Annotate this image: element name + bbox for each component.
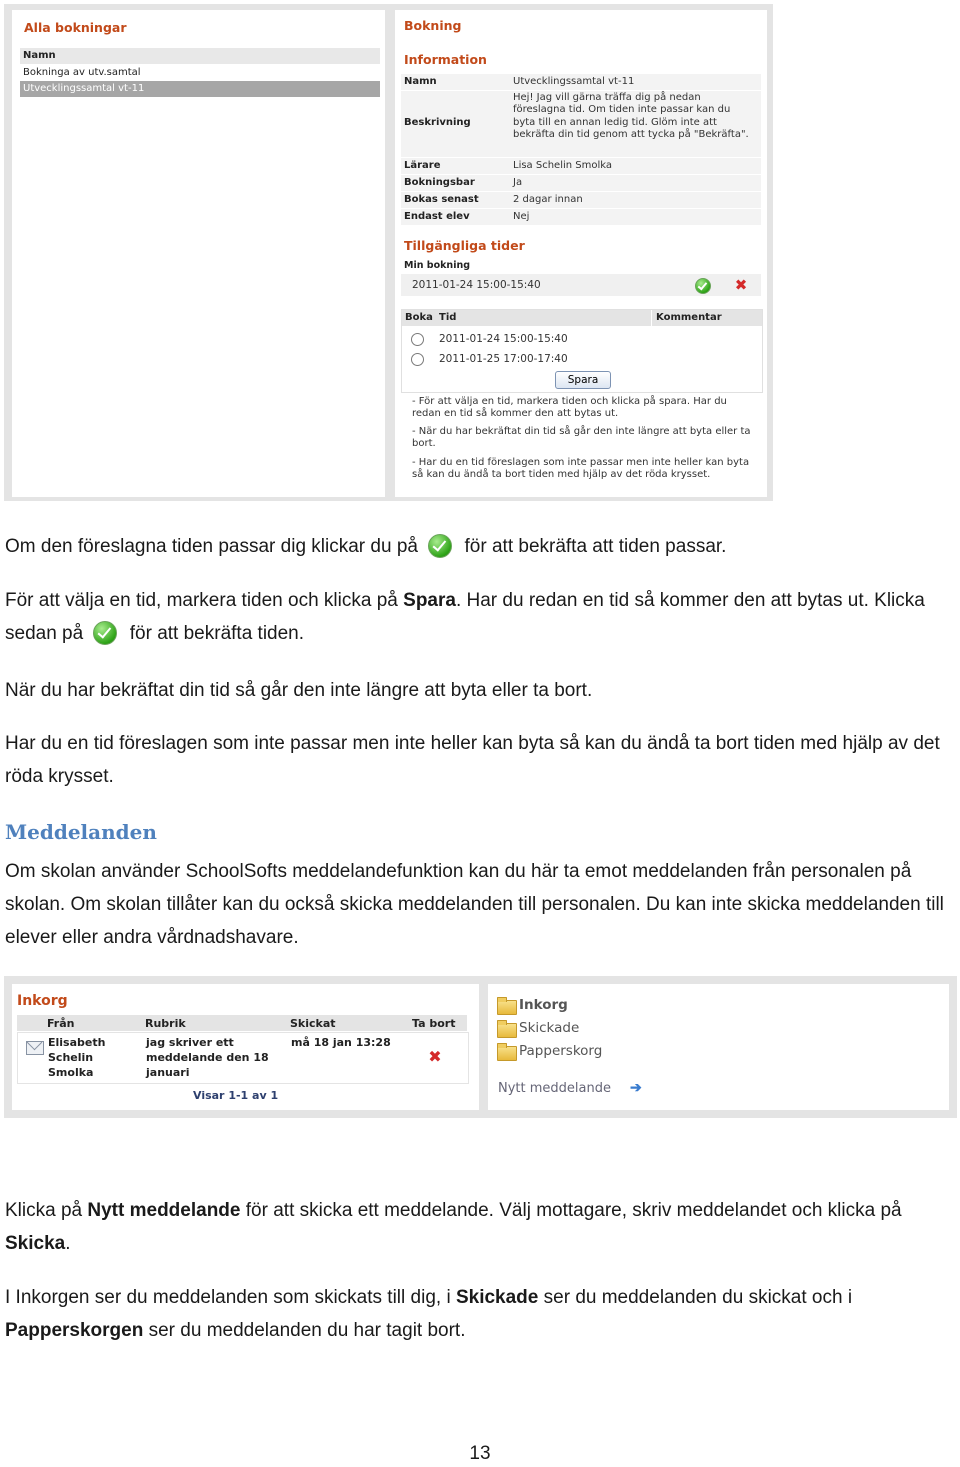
sent-column-header: Skickat bbox=[290, 1017, 336, 1030]
my-booking-label: Min bokning bbox=[404, 260, 471, 271]
booking-screenshot bbox=[4, 4, 773, 501]
folder-icon bbox=[497, 1023, 517, 1038]
folder-icon bbox=[497, 1046, 517, 1061]
paragraph-folders: I Inkorgen ser du meddelanden som skickats till dig, i Skickade ser du meddelanden du skickat och i Papperskorgen ser du meddelanden du har tagit bort. bbox=[5, 1287, 853, 1341]
kommentar-column-header: Kommentar bbox=[656, 312, 722, 323]
all-bookings-panel bbox=[12, 10, 385, 497]
hint-1: - För att välja en tid, markera tiden och klicka på spara. Har du redan en tid så kommer den att bytas ut. bbox=[412, 396, 727, 420]
info-row: Lärare Lisa Schelin Smolka bbox=[401, 158, 761, 175]
hint-2: - När du har bekräftat din tid så går den inte längre att byta eller ta bort. bbox=[412, 426, 751, 450]
info-row: Endast elev Nej bbox=[401, 209, 761, 226]
booking-list-item[interactable]: Bokninga av utv.samtal bbox=[23, 67, 141, 78]
inbox-title: Inkorg bbox=[17, 993, 68, 1009]
time-option-row[interactable]: 2011-01-25 17:00-17:40 bbox=[402, 348, 762, 367]
information-title: Information bbox=[404, 52, 487, 67]
pagination-text: Visar 1-1 av 1 bbox=[193, 1089, 279, 1102]
folder-icon bbox=[497, 1000, 517, 1015]
paragraph-confirmed: När du har bekräftat din tid så går den inte längre att byta eller ta bort. bbox=[5, 680, 593, 701]
page-number: 13 bbox=[469, 1443, 491, 1464]
paragraph-choose-time: För att välja en tid, markera tiden och klicka på Spara. Har du redan en tid så kommer den att bytas ut. Klicka sedan på för att bekräfta tiden. bbox=[5, 584, 950, 650]
information-table bbox=[401, 74, 761, 234]
paragraph-messages: Om skolan använder SchoolSofts meddelandefunktion kan du här ta emot meddelanden från personalen på skolan. Om skolan tillåter kan du också skicka meddelanden till personalen. Du kan inte skicka meddelanden till elever eller andra vårdnadshavare. bbox=[5, 861, 944, 948]
tid-column-header: Tid bbox=[439, 312, 457, 323]
my-booking-row bbox=[401, 274, 761, 296]
paragraph-confirm: Om den föreslagna tiden passar dig klickar du på för att bekräfta att tiden passar. bbox=[5, 530, 950, 563]
arrow-right-icon: ➔ bbox=[630, 1079, 642, 1095]
from-column-header: Från bbox=[47, 1017, 75, 1030]
available-times-title: Tillgängliga tider bbox=[404, 238, 525, 253]
confirm-check-icon[interactable] bbox=[695, 278, 711, 294]
times-table bbox=[401, 309, 763, 393]
info-row: Bokningsbar Ja bbox=[401, 175, 761, 192]
info-row: Namn Utvecklingssamtal vt-11 bbox=[401, 74, 761, 91]
save-button[interactable]: Spara bbox=[555, 371, 611, 389]
info-row: Bokas senast 2 dagar innan bbox=[401, 192, 761, 209]
messages-screenshot bbox=[4, 976, 957, 1118]
hint-3: - Har du en tid föreslagen som inte passar men inte heller kan byta så kan du ändå ta bort tiden med hjälp av det röda krysset. bbox=[412, 457, 750, 481]
folder-sent[interactable]: Skickade bbox=[494, 1019, 634, 1039]
boka-column-header: Boka bbox=[405, 312, 433, 323]
booking-detail-panel bbox=[395, 10, 767, 497]
inbox-panel bbox=[12, 984, 479, 1110]
times-table-header bbox=[402, 310, 762, 326]
time-radio[interactable] bbox=[411, 333, 424, 346]
folders-panel bbox=[488, 984, 949, 1110]
booking-title: Bokning bbox=[404, 18, 462, 33]
paragraph-red-cross: Har du en tid föreslagen som inte passar men inte heller kan byta så kan du ändå ta bort tiden med hjälp av det röda krysset. bbox=[5, 733, 940, 787]
new-message-link[interactable]: Nytt meddelande ➔ bbox=[498, 1079, 642, 1096]
envelope-icon bbox=[26, 1041, 44, 1055]
folder-inbox[interactable]: Inkorg bbox=[494, 996, 634, 1016]
confirm-check-icon bbox=[88, 619, 124, 649]
time-option-row[interactable]: 2011-01-24 15:00-15:40 bbox=[402, 328, 762, 347]
section-heading-messages: Meddelanden bbox=[5, 820, 157, 844]
inbox-table-header bbox=[17, 1015, 467, 1031]
paragraph-new-message: Klicka på Nytt meddelande för att skicka ett meddelande. Välj mottagare, skriv meddelandet och klicka på Skicka. bbox=[5, 1200, 902, 1254]
message-row[interactable]: Elisabeth Schelin Smolka jag skriver ett meddelande den 18 januari må 18 jan 13:28 ✖ bbox=[17, 1032, 469, 1084]
name-column-header: Namn bbox=[20, 48, 380, 64]
info-row: Beskrivning Hej! Jag vill gärna träffa dig på nedan föreslagna tid. Om tiden inte passar kan du byta till en annan ledig tid. Glöm inte att bekräfta din tid genom att tycka på "Bekräfta". bbox=[401, 91, 761, 158]
time-radio[interactable] bbox=[411, 353, 424, 366]
folder-trash[interactable]: Papperskorg bbox=[494, 1042, 654, 1062]
confirm-check-icon bbox=[423, 532, 459, 562]
delete-x-icon[interactable]: ✖ bbox=[428, 1047, 442, 1066]
delete-x-icon[interactable]: ✖ bbox=[734, 276, 748, 294]
my-booking-time: 2011-01-24 15:00-15:40 bbox=[412, 279, 541, 291]
subject-column-header: Rubrik bbox=[145, 1017, 186, 1030]
booking-list-item-selected[interactable]: Utvecklingssamtal vt-11 bbox=[20, 81, 380, 97]
all-bookings-title: Alla bokningar bbox=[24, 20, 127, 35]
delete-column-header: Ta bort bbox=[412, 1017, 456, 1030]
